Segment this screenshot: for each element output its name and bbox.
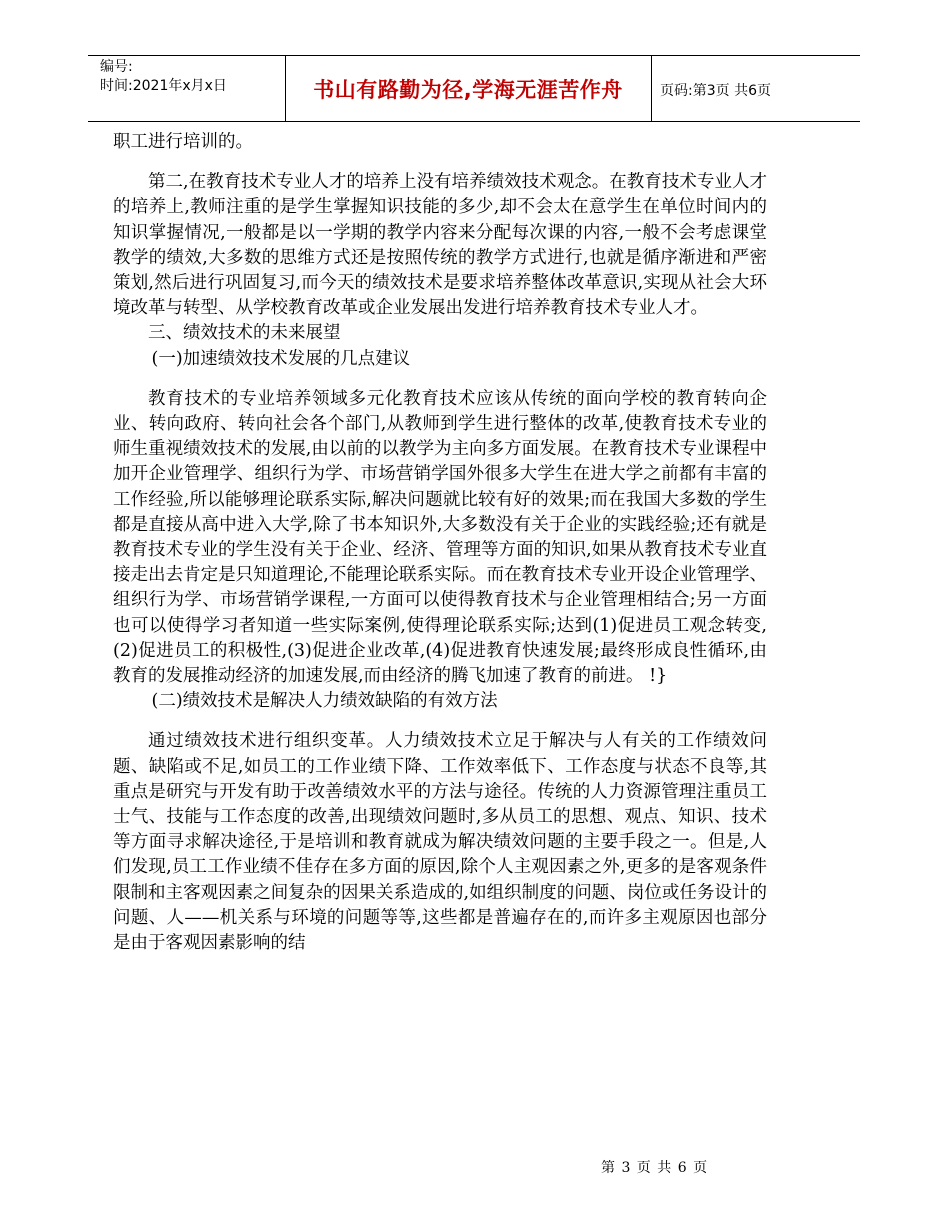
subsection-heading-3-1: (一)加速绩效技术发展的几点建议 <box>151 348 411 369</box>
footer-page-number: 第 3 页 共 6 页 <box>601 1160 709 1176</box>
header-motto: 书山有路勤为径,学海无涯苦作舟 <box>313 78 623 102</box>
paragraph-second-point: 第二,在教育技术专业人才的培养上没有培养绩效技术观念。在教育技术专业人才的培养上,教师注重的是学生掌握知识技能的多少,却不会太在意学生在单位时间内的知识掌握情况,一般都是以一学期的教学内容来分配每次课的内容,一般不会考虑课堂教学的绩效,大多数的思维方式还是按照传统的教学方式进行,也就是循序渐进和严密策划,然后进行巩固复习,而今天的绩效技术是要求培养整体改革意识,实现从社会大环境改革与转型、从学校教育改革或企业发展出发进行培养教育技术专业人才。 <box>113 172 767 319</box>
header-bottom-rule <box>88 121 860 122</box>
header-page-info: 页码:第3页 共6页 <box>660 83 771 99</box>
header-number-label: 编号: <box>100 59 133 75</box>
header-meta <box>100 58 227 96</box>
section-heading-3: 三、绩效技术的未来展望 <box>148 323 341 344</box>
header-time-label: 时间:2021年x月x日 <box>100 78 227 94</box>
subsection-heading-3-2: (二)绩效技术是解决人力绩效缺陷的有效方法 <box>151 691 498 712</box>
paragraph-performance: 通过绩效技术进行组织变革。人力绩效技术立足于解决与人有关的工作绩效问题、缺陷或不足,如员工的工作业绩下降、工作效率低下、工作态度与状态不良等,其重点是研究与开发有助于改善绩效水平的方法与途径。传统的人力资源管理注重员工士气、技能与工作态度的改善,出现绩效问题时,多从员工的思想、观点、知识、技术等方面寻求解决途径,于是培训和教育就成为解决绩效问题的主要手段之一。但是,人们发现,员工工作业绩不佳存在多方面的原因,除个人主观因素之外,更多的是客观条件限制和主客观因素之间复杂的因果关系造成的,如组织制度的问题、岗位或任务设计的问题、人——机关系与环境的问题等等,这些都是普遍存在的,而许多主观原因也部分是由于客观因素影响的结 <box>113 731 767 954</box>
paragraph-continuation: 职工进行培训的。 <box>113 132 253 152</box>
document-body <box>113 130 767 956</box>
header-top-rule <box>88 55 860 56</box>
paragraph-suggestions: 教育技术的专业培养领域多元化教育技术应该从传统的面向学校的教育转向企业、转向政府、转向社会各个部门,从教师到学生进行整体的改革,使教育技术专业的师生重视绩效技术的发展,由以前的以教学为主向多方面发展。在教育技术专业课程中加开企业管理学、组织行为学、市场营销学国外很多大学生在进大学之前都有丰富的工作经验,所以能够理论联系实际,解决问题就比较有好的效果;而在我国大多数的学生都是直接从高中进入大学,除了书本知识外,大多数没有关于企业的实践经验;还有就是教育技术专业的学生没有关于企业、经济、管理等方面的知识,如果从教育技术专业直接走出去肯定是只知道理论,不能理论联系实际。而在教育技术专业开设企业管理学、组织行为学、市场营销学课程,一方面可以使得教育技术与企业管理相结合;另一方面也可以使得学习者知道一些实际案例,使得理论联系实际;达到(1)促进员工观念转变,(2)促进员工的积极性,(3)促进企业改革,(4)促进教育快速发展;最终形成良性循环,由教育的发展推动经济的加速发展,而由经济的腾飞加速了教育的前进。 !} <box>113 388 767 687</box>
header-divider-right <box>651 55 652 121</box>
